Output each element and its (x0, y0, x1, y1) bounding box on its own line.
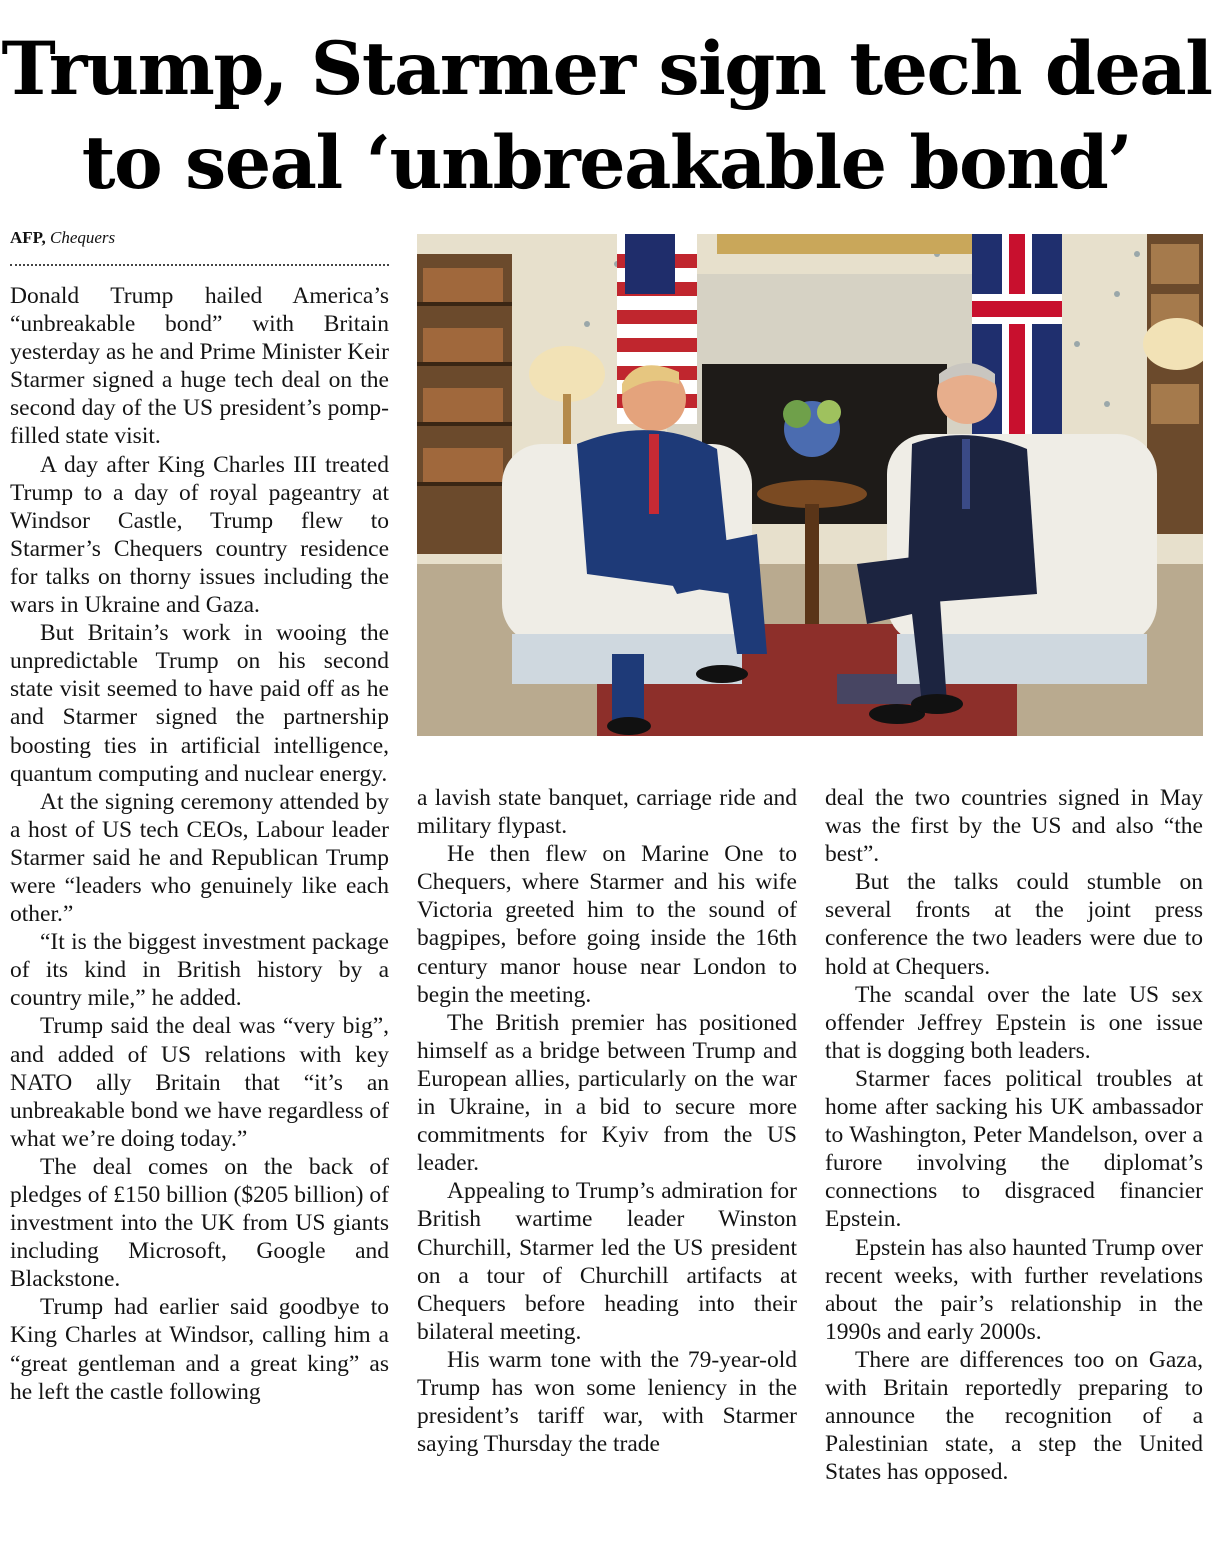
paragraph: A day after King Charles III treated Trump to a day of royal pageantry at Windsor Castle, Trump flew to Starmer’s Chequers country residence for talks on thorny issues including the wars in Ukraine and Gaza. (10, 451, 389, 619)
paragraph: “It is the biggest investment package of its kind in British history by a country mile,” he added. (10, 929, 389, 1012)
headline-line-1: Trump, Starmer sign tech deal (1, 26, 1212, 112)
article-column-3 (825, 784, 1203, 1552)
paragraph: But Britain’s work in wooing the unpredictable Trump on his second state visit seemed to have paid off as he and Starmer signed the partnership boosting ties in artificial intelligence, quantum computing and nuclear energy. (10, 620, 389, 787)
paragraph: His warm tone with the 79-year-old Trump has won some leniency in the president’s tariff war, with Starmer saying Thursday the trade (417, 1346, 797, 1458)
byline-location: Chequers (50, 228, 116, 247)
paragraph: deal the two countries signed in May was the first by the US and also “the best”. (825, 785, 1203, 868)
paragraph: The scandal over the late US sex offender Jeffrey Epstein is one issue that is dogging both leaders. (825, 981, 1203, 1064)
paragraph: He then flew on Marine One to Chequers, where Starmer and his wife Victoria greeted him to the sound of bagpipes, before going inside the 16th century manor house near London to begin the meeting. (417, 841, 797, 1008)
paragraph: But the talks could stumble on several fronts at the joint press conference the two leaders were due to hold at Chequers. (825, 869, 1203, 980)
headline (0, 22, 1213, 210)
paragraph: The deal comes on the back of pledges of £150 billion ($205 billion) of investment into the UK from US giants including Microsoft, Google and Blackstone. (10, 1153, 389, 1293)
paragraph: Starmer faces political troubles at home after sacking his UK ambassador to Washington, Peter Mandelson, over a furore involving the diplomat’s connections to disgraced financier Epstein. (825, 1065, 1203, 1233)
paragraph: The British premier has positioned himself as a bridge between Trump and European allies, particularly on the war in Ukraine, in a bid to secure more commitments for Kyiv from the US leader. (417, 1009, 797, 1177)
paragraph: Epstein has also haunted Trump over recent weeks, with further revelations about the pair’s relationship in the 1990s and early 2000s. (825, 1234, 1203, 1345)
article-column-2 (417, 784, 797, 1552)
article-photo (417, 234, 1203, 736)
byline (10, 228, 390, 248)
paragraph: Trump had earlier said goodbye to King Charles at Windsor, calling him a “great gentleman and a great king” as he left the castle following (10, 1294, 389, 1405)
photo-icon (417, 234, 1203, 736)
paragraph: a lavish state banquet, carriage ride and military flypast. (417, 785, 797, 840)
paragraph: Trump said the deal was “very big”, and added of US relations with key NATO ally Britain that “it’s an unbreakable bond we have regardless of what we’re doing today.” (10, 1013, 389, 1152)
headline-line-2: to seal ‘unbreakable bond’ (81, 120, 1132, 206)
article-column-1 (10, 282, 389, 1552)
paragraph: There are differences too on Gaza, with Britain reportedly preparing to announce the recognition of a Palestinian state, a step the United States has opposed. (825, 1346, 1203, 1486)
paragraph: Appealing to Trump’s admiration for British wartime leader Winston Churchill, Starmer led the US president on a tour of Churchill artifacts at Chequers before heading into their bilateral meeting. (417, 1178, 797, 1345)
paragraph: At the signing ceremony attended by a host of US tech CEOs, Labour leader Starmer said he and Republican Trump were “leaders who genuinely like each other.” (10, 788, 389, 928)
byline-divider (10, 264, 389, 266)
byline-agency: AFP, (10, 228, 46, 247)
paragraph: Donald Trump hailed America’s “unbreakable bond” with Britain yesterday as he and Prime Minister Keir Starmer signed a huge tech deal on the second day of the US president’s pomp-filled state visit. (10, 283, 389, 450)
